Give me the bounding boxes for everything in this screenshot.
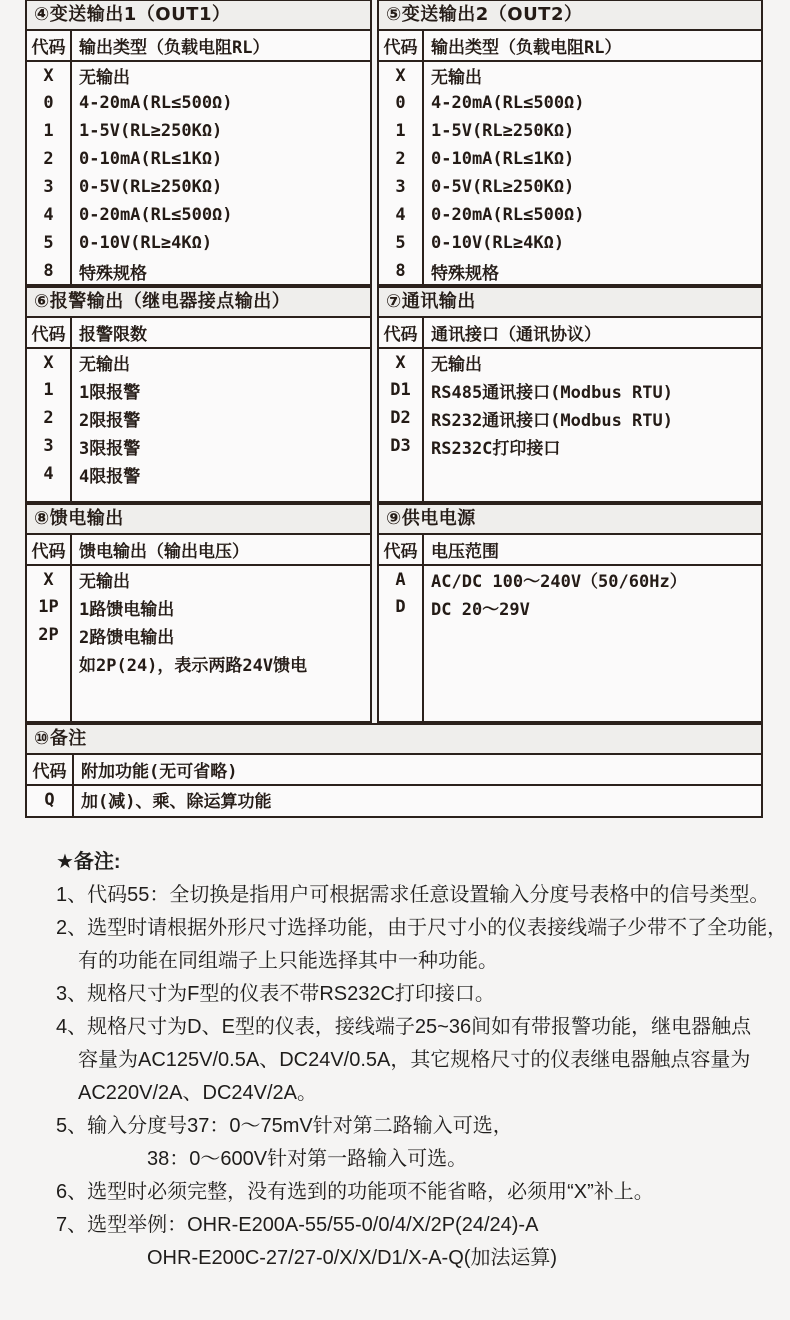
section-remark-table [27, 755, 761, 816]
desc-cell: 加(减)、乘、除运算功能 [81, 792, 272, 812]
note-line-4: 4、规格尺寸为D、E型的仪表，接线端子25~36间如有带报警功能，继电器触点 [56, 1016, 752, 1038]
filler-row [379, 621, 761, 721]
table-row [27, 404, 370, 432]
desc-cell: 0-10V(RL≥4KΩ) [79, 233, 213, 253]
table-row [27, 89, 370, 117]
section-power-title: ⑨供电电源 [379, 505, 761, 535]
table-row [27, 257, 370, 285]
table-header-row [27, 318, 370, 348]
section-comm-table [379, 318, 761, 501]
section-out2 [377, 0, 763, 286]
code-cell: 1 [27, 117, 71, 145]
table-row [27, 173, 370, 201]
section-feed-table [27, 535, 370, 721]
table-row [379, 117, 761, 145]
code-cell: 4 [27, 201, 71, 229]
section-row-feed-power [25, 503, 763, 723]
table-row [27, 201, 370, 229]
section-power [377, 503, 763, 723]
code-cell: 5 [27, 229, 71, 257]
desc-cell: 0-20mA(RL≤500Ω) [431, 205, 585, 225]
table-row [379, 593, 761, 621]
code-cell: X [27, 61, 71, 89]
code-cell [27, 649, 71, 677]
desc-cell: 0-20mA(RL≤500Ω) [79, 205, 233, 225]
col-header-desc: 输出类型（负载电阻RL） [71, 31, 370, 61]
note-line-5-cont: 38：0～600V针对第一路输入可选。 [147, 1148, 468, 1170]
section-feed-title: ⑧馈电输出 [27, 505, 370, 535]
code-cell: 3 [379, 173, 423, 201]
section-row-alarm-comm [25, 286, 763, 503]
section-comm [377, 286, 763, 503]
footnotes-title: ★备注: [56, 851, 121, 873]
code-cell: 8 [379, 257, 423, 285]
code-cell: 0 [379, 89, 423, 117]
table-row [27, 621, 370, 649]
col-header-desc: 输出类型（负载电阻RL） [423, 31, 761, 61]
code-cell: 4 [27, 460, 71, 488]
col-header-desc: 报警限数 [71, 318, 370, 348]
note-line-2: 2、选型时请根据外形尺寸选择功能，由于尺寸小的仪表接线端子少带不了全功能， [56, 917, 788, 939]
col-header-code: 代码 [27, 755, 73, 785]
code-cell: D2 [379, 404, 423, 432]
code-cell: D3 [379, 432, 423, 460]
table-row [379, 145, 761, 173]
desc-cell: 0-10V(RL≥4KΩ) [431, 233, 565, 253]
code-cell: 8 [27, 257, 71, 285]
desc-cell: 0-10mA(RL≤1KΩ) [431, 149, 575, 169]
desc-cell: 2路馈电输出 [79, 627, 175, 648]
code-cell: 3 [27, 432, 71, 460]
code-cell: 1 [27, 376, 71, 404]
section-alarm [25, 286, 372, 503]
code-cell: 2 [379, 145, 423, 173]
desc-cell: 2限报警 [79, 410, 141, 431]
note-line-3: 3、规格尺寸为F型的仪表不带RS232C打印接口。 [56, 983, 495, 1005]
table-row [27, 61, 370, 89]
desc-cell: 1路馈电输出 [79, 599, 175, 620]
note-line-5: 5、输入分度号37：0～75mV针对第二路输入可选， [56, 1115, 513, 1137]
code-cell: 2P [27, 621, 71, 649]
desc-cell: 1-5V(RL≥250KΩ) [431, 121, 575, 141]
table-row [27, 785, 761, 813]
desc-cell: 1限报警 [79, 382, 141, 403]
table-row [27, 348, 370, 376]
table-row [379, 348, 761, 376]
table-row [379, 173, 761, 201]
table-header-row [27, 535, 370, 565]
col-header-code: 代码 [27, 31, 71, 61]
desc-cell: RS232C打印接口 [431, 438, 561, 459]
table-row [27, 229, 370, 257]
code-cell: X [27, 348, 71, 376]
section-feed [25, 503, 372, 723]
section-alarm-table [27, 318, 370, 501]
col-header-code: 代码 [379, 31, 423, 61]
table-row [27, 117, 370, 145]
section-alarm-title: ⑥报警输出（继电器接点输出） [27, 288, 370, 318]
table-row [379, 432, 761, 460]
code-cell: 4 [379, 201, 423, 229]
desc-cell: 0-10mA(RL≤1KΩ) [79, 149, 223, 169]
section-out1-title: ④变送输出1（OUT1） [27, 1, 370, 31]
col-header-code: 代码 [27, 318, 71, 348]
desc-cell: 0-5V(RL≥250KΩ) [431, 177, 575, 197]
table-row [379, 404, 761, 432]
desc-cell: 无输出 [431, 355, 482, 375]
col-header-desc: 附加功能(无可省略) [73, 755, 761, 785]
note-line-4-cont2: AC220V/2A、DC24V/2A。 [78, 1082, 318, 1104]
desc-cell: 无输出 [79, 355, 130, 375]
note-line-2-cont: 有的功能在同组端子上只能选择其中一种功能。 [78, 950, 498, 972]
code-cell: 2 [27, 145, 71, 173]
table-row [27, 649, 370, 677]
code-cell: 0 [27, 89, 71, 117]
col-header-code: 代码 [27, 535, 71, 565]
note-line-7: 7、选型举例：OHR-E200A-55/55-0/0/4/X/2P(24/24)-A [56, 1214, 539, 1236]
code-cell: X [379, 61, 423, 89]
desc-cell: 特殊规格 [79, 263, 147, 284]
section-row-transmit-outputs [25, 0, 763, 286]
desc-cell: 特殊规格 [431, 263, 499, 284]
code-cell: 5 [379, 229, 423, 257]
code-cell: Q [27, 785, 73, 813]
code-cell: 1P [27, 593, 71, 621]
desc-cell: 0-5V(RL≥250KΩ) [79, 177, 223, 197]
filler-row [379, 460, 761, 501]
code-cell: D1 [379, 376, 423, 404]
section-remark-title: ⑩备注 [27, 725, 761, 755]
col-header-code: 代码 [379, 318, 423, 348]
desc-cell: AC/DC 100～240V（50/60Hz） [431, 572, 687, 592]
section-out2-table [379, 31, 761, 285]
desc-cell: 3限报警 [79, 438, 141, 459]
note-line-6: 6、选型时必须完整，没有选到的功能项不能省略，必须用“X”补上。 [56, 1181, 654, 1203]
model-selection-sheet [25, 0, 763, 818]
table-row [27, 565, 370, 593]
table-row [379, 201, 761, 229]
note-line-7-cont: OHR-E200C-27/27-0/X/X/D1/X-A-Q(加法运算) [147, 1247, 558, 1269]
code-cell: A [379, 565, 423, 593]
filler-row [27, 488, 370, 501]
table-row [27, 593, 370, 621]
table-row [379, 89, 761, 117]
desc-cell: 无输出 [79, 572, 130, 592]
desc-cell: 4-20mA(RL≤500Ω) [431, 93, 585, 113]
table-header-row [27, 755, 761, 785]
table-header-row [379, 31, 761, 61]
note-line-1: 1、代码55：全切换是指用户可根据需求任意设置输入分度号表格中的信号类型。 [56, 884, 770, 906]
filler-row [27, 813, 761, 816]
col-header-code: 代码 [379, 535, 423, 565]
section-comm-title: ⑦通讯输出 [379, 288, 761, 318]
table-row [27, 460, 370, 488]
code-cell: 1 [379, 117, 423, 145]
code-cell: X [27, 565, 71, 593]
table-row [27, 432, 370, 460]
desc-cell: 4-20mA(RL≤500Ω) [79, 93, 233, 113]
section-out1 [25, 0, 372, 286]
table-row [379, 565, 761, 593]
col-header-desc: 电压范围 [423, 535, 761, 565]
code-cell: 3 [27, 173, 71, 201]
col-header-desc: 通讯接口（通讯协议） [423, 318, 761, 348]
col-header-desc: 馈电输出（输出电压） [71, 535, 370, 565]
desc-cell: DC 20～29V [431, 599, 530, 620]
desc-cell: 如2P(24)，表示两路24V馈电 [79, 655, 308, 676]
desc-cell: 4限报警 [79, 466, 141, 487]
footnotes [56, 846, 788, 1275]
code-cell: 2 [27, 404, 71, 432]
table-header-row [379, 318, 761, 348]
code-cell: X [379, 348, 423, 376]
section-out2-title: ⑤变送输出2（OUT2） [379, 1, 761, 31]
table-row [379, 61, 761, 89]
filler-row [27, 677, 370, 721]
desc-cell: RS232通讯接口(Modbus RTU) [431, 410, 673, 431]
desc-cell: 无输出 [431, 68, 482, 88]
table-row [379, 257, 761, 285]
table-row [27, 376, 370, 404]
table-header-row [379, 535, 761, 565]
table-row [379, 229, 761, 257]
section-power-table [379, 535, 761, 721]
desc-cell: 1-5V(RL≥250KΩ) [79, 121, 223, 141]
code-cell: D [379, 593, 423, 621]
section-out1-table [27, 31, 370, 285]
section-remark [25, 723, 763, 818]
table-header-row [27, 31, 370, 61]
note-line-4-cont: 容量为AC125V/0.5A、DC24V/0.5A，其它规格尺寸的仪表继电器触点容量为 [78, 1049, 751, 1071]
table-row [27, 145, 370, 173]
desc-cell: 无输出 [79, 68, 130, 88]
desc-cell: RS485通讯接口(Modbus RTU) [431, 382, 673, 403]
table-row [379, 376, 761, 404]
